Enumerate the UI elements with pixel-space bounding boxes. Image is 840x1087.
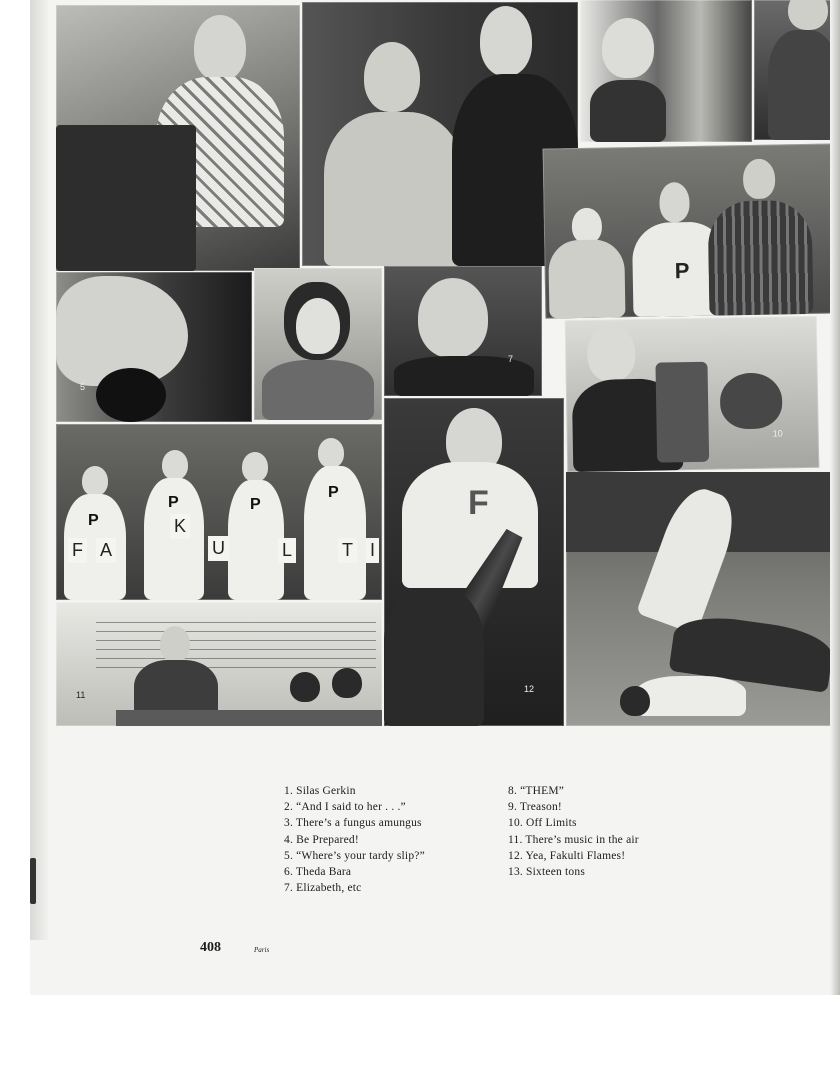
caption-6: 6. Theda Bara — [284, 866, 352, 879]
sweater-letter-p-2: P — [168, 494, 179, 511]
page-number: 408 — [200, 940, 221, 955]
caption-9: 9. Treason! — [508, 801, 562, 814]
photo-girl-tree — [580, 0, 752, 142]
photo-fakulti-cheer — [56, 424, 382, 600]
sweater-letter-p-4: P — [328, 484, 339, 501]
caption-5: 5. “Where’s your tardy slip?” — [284, 849, 425, 862]
sweater-letter-p-3: P — [250, 496, 261, 513]
sign-letter-l: L — [278, 538, 296, 563]
sign-letter-a: A — [96, 538, 116, 563]
sweater-letter-p-1: P — [88, 512, 99, 529]
caption-8: 8. “THEM” — [508, 785, 565, 797]
photo-elizabeth — [384, 266, 542, 396]
caption-12: 12. Yea, Fakulti Flames! — [508, 849, 626, 862]
caption-13: 13. Sixteen tons — [508, 866, 585, 879]
caption-7: 7. Elizabeth, etc — [284, 882, 362, 895]
sign-letter-t: T — [338, 538, 357, 563]
yearbook-page — [30, 0, 840, 995]
sign-letter-i: I — [366, 538, 379, 563]
photo-theda-bara — [254, 268, 382, 420]
photo-fungus — [56, 272, 252, 422]
page-spine — [30, 0, 48, 940]
sweater-letter-f: F — [468, 484, 489, 522]
photo-number-5: 5 — [80, 382, 86, 392]
photo-couple-dancing — [302, 2, 578, 266]
sign-letter-u: U — [208, 536, 229, 561]
sign-letter-k: K — [170, 514, 190, 539]
photo-them-trio — [543, 143, 840, 318]
photo-sixteen-tons — [566, 472, 840, 726]
caption-list-right — [508, 783, 639, 880]
photo-number-10: 10 — [772, 428, 783, 439]
caption-3: 3. There’s a fungus amungus — [284, 817, 422, 830]
caption-10: 10. Off Limits — [508, 817, 577, 830]
photo-number-12: 12 — [524, 684, 535, 694]
photo-music — [56, 602, 382, 726]
caption-2: 2. “And I said to her . . .” — [284, 801, 406, 814]
photo-fakulti-flames — [384, 398, 564, 726]
photo-number-11: 11 — [76, 690, 86, 700]
sign-letter-f: F — [68, 538, 87, 563]
page-right-edge — [830, 0, 840, 995]
photo-silas-gerkin — [56, 5, 300, 271]
caption-4: 4. Be Prepared! — [284, 833, 359, 846]
photo-top-right — [754, 0, 840, 140]
spine-mark — [30, 858, 36, 904]
photo-off-limits — [565, 316, 820, 472]
caption-11: 11. There’s music in the air — [508, 833, 639, 846]
sweater-letter-p-8: P — [674, 258, 690, 284]
caption-list-left — [284, 783, 425, 896]
music-staff — [96, 614, 376, 674]
caption-1: 1. Silas Gerkin — [284, 785, 356, 797]
running-head: Paris — [254, 946, 270, 954]
photo-number-7: 7 — [508, 354, 514, 364]
